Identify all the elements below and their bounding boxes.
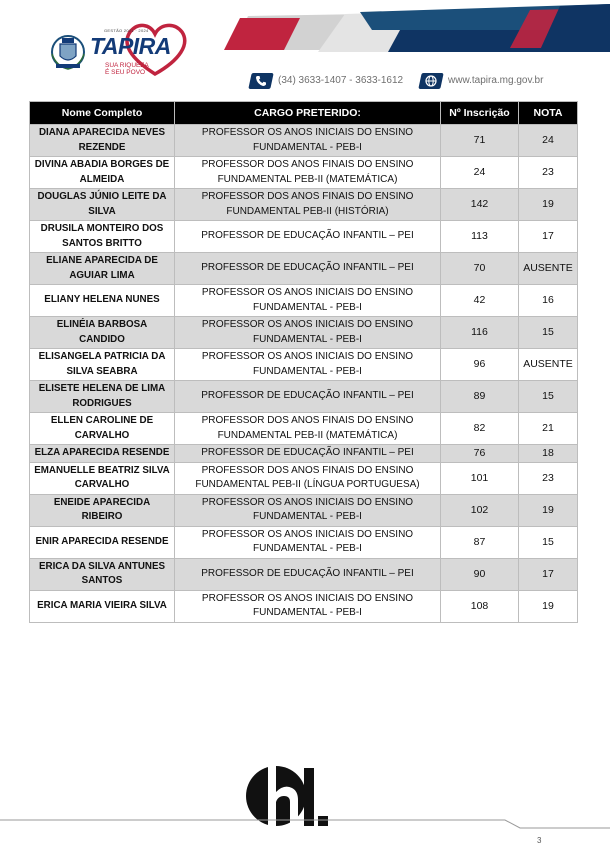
cell-nome: ELIANY HELENA NUNES (30, 285, 175, 317)
cell-nota: 18 (519, 445, 578, 463)
cell-nome: ERICA MARIA VIEIRA SILVA (30, 590, 175, 622)
cell-inscricao: 89 (441, 381, 519, 413)
cell-nota: 17 (519, 558, 578, 590)
page-number: 3 (537, 836, 542, 845)
header-nota: NOTA (519, 102, 578, 125)
cell-inscricao: 90 (441, 558, 519, 590)
logo-slogan (105, 62, 165, 76)
cell-nome: EMANUELLE BEATRIZ SILVA CARVALHO (30, 462, 175, 494)
phone-chip (248, 73, 273, 89)
table-row (30, 285, 578, 317)
page-header (0, 0, 610, 100)
cell-inscricao: 116 (441, 317, 519, 349)
table-row (30, 445, 578, 463)
cell-cargo: PROFESSOR OS ANOS INICIAIS DO ENSINO FUNDAMENTAL - PEB-I (175, 285, 441, 317)
table-row (30, 413, 578, 445)
table-row (30, 349, 578, 381)
cell-nome: ENIR APARECIDA RESENDE (30, 526, 175, 558)
table-row (30, 526, 578, 558)
header-cargo-preterido: CARGO PRETERIDO: (175, 102, 441, 125)
cell-cargo: PROFESSOR DOS ANOS FINAIS DO ENSINO FUNDAMENTAL PEB-II (MATEMÁTICA) (175, 413, 441, 445)
cell-nome: ELLEN CAROLINE DE CARVALHO (30, 413, 175, 445)
header-numero-inscricao: Nº Inscrição (441, 102, 519, 125)
cell-nome: ENEIDE APARECIDA RIBEIRO (30, 494, 175, 526)
cell-nota: 15 (519, 526, 578, 558)
cell-cargo: PROFESSOR DOS ANOS FINAIS DO ENSINO FUNDAMENTAL PEB-II (LÍNGUA PORTUGUESA) (175, 462, 441, 494)
table-row (30, 317, 578, 349)
cell-nota: 17 (519, 221, 578, 253)
phone-number: (34) 3633-1407 - 3633-1612 (278, 75, 404, 86)
cell-inscricao: 101 (441, 462, 519, 494)
cell-nome: DOUGLAS JÚNIO LEITE DA SILVA (30, 189, 175, 221)
table-row (30, 494, 578, 526)
table-row (30, 253, 578, 285)
web-chip (418, 73, 443, 89)
table-row (30, 462, 578, 494)
cell-cargo: PROFESSOR OS ANOS INICIAIS DO ENSINO FUNDAMENTAL - PEB-I (175, 317, 441, 349)
header-nome-completo: Nome Completo (30, 102, 175, 125)
cell-nome: DIANA APARECIDA NEVES REZENDE (30, 125, 175, 157)
cell-nota: 19 (519, 590, 578, 622)
cell-nota: AUSENTE (519, 349, 578, 381)
cell-nota: AUSENTE (519, 253, 578, 285)
cell-inscricao: 42 (441, 285, 519, 317)
phone-icon (255, 75, 267, 87)
cell-nota: 23 (519, 462, 578, 494)
cell-nota: 21 (519, 413, 578, 445)
slogan-line-2: É SEU POVO (105, 69, 146, 76)
cell-cargo: PROFESSOR DE EDUCAÇÃO INFANTIL – PEI (175, 253, 441, 285)
cell-cargo: PROFESSOR DE EDUCAÇÃO INFANTIL – PEI (175, 381, 441, 413)
cell-inscricao: 108 (441, 590, 519, 622)
cell-inscricao: 87 (441, 526, 519, 558)
cell-nota: 23 (519, 157, 578, 189)
cell-nome: ELIANE APARECIDA DE AGUIAR LIMA (30, 253, 175, 285)
slogan-line-1: SUA RIQUEZA (105, 62, 149, 69)
cell-inscricao: 102 (441, 494, 519, 526)
cell-nota: 15 (519, 381, 578, 413)
cell-nome: ELINÉIA BARBOSA CANDIDO (30, 317, 175, 349)
table-row (30, 558, 578, 590)
contact-bar (250, 73, 590, 91)
cell-cargo: PROFESSOR OS ANOS INICIAIS DO ENSINO FUNDAMENTAL - PEB-I (175, 494, 441, 526)
cell-cargo: PROFESSOR DE EDUCAÇÃO INFANTIL – PEI (175, 221, 441, 253)
cell-inscricao: 24 (441, 157, 519, 189)
cell-nota: 16 (519, 285, 578, 317)
cell-nome: ELZA APARECIDA RESENDE (30, 445, 175, 463)
cell-cargo: PROFESSOR OS ANOS INICIAIS DO ENSINO FUNDAMENTAL - PEB-I (175, 526, 441, 558)
municipality-name: TAPIRA (90, 33, 171, 59)
tapira-logo (50, 24, 200, 86)
cell-inscricao: 142 (441, 189, 519, 221)
cell-nome: DIVINA ABADIA BORGES DE ALMEIDA (30, 157, 175, 189)
table-header-row (30, 102, 578, 125)
cell-nome: DRUSILA MONTEIRO DOS SANTOS BRITTO (30, 221, 175, 253)
cell-inscricao: 96 (441, 349, 519, 381)
website-link[interactable]: www.tapira.mg.gov.br (448, 75, 544, 86)
table-row (30, 189, 578, 221)
cell-inscricao: 82 (441, 413, 519, 445)
cell-cargo: PROFESSOR DOS ANOS FINAIS DO ENSINO FUNDAMENTAL PEB-II (HISTÓRIA) (175, 189, 441, 221)
cell-cargo: PROFESSOR OS ANOS INICIAIS DO ENSINO FUNDAMENTAL - PEB-I (175, 125, 441, 157)
cell-nome: ERICA DA SILVA ANTUNES SANTOS (30, 558, 175, 590)
results-table (29, 101, 578, 623)
cell-nota: 19 (519, 189, 578, 221)
cell-cargo: PROFESSOR DOS ANOS FINAIS DO ENSINO FUNDAMENTAL PEB-II (MATEMÁTICA) (175, 157, 441, 189)
cell-nota: 24 (519, 125, 578, 157)
cell-cargo: PROFESSOR OS ANOS INICIAIS DO ENSINO FUNDAMENTAL - PEB-I (175, 590, 441, 622)
cell-cargo: PROFESSOR DE EDUCAÇÃO INFANTIL – PEI (175, 558, 441, 590)
cell-nota: 19 (519, 494, 578, 526)
cell-cargo: PROFESSOR DE EDUCAÇÃO INFANTIL – PEI (175, 445, 441, 463)
cell-cargo: PROFESSOR OS ANOS INICIAIS DO ENSINO FUNDAMENTAL - PEB-I (175, 349, 441, 381)
table-row (30, 125, 578, 157)
cell-nome: ELISANGELA PATRICIA DA SILVA SEABRA (30, 349, 175, 381)
table-row (30, 157, 578, 189)
cell-inscricao: 71 (441, 125, 519, 157)
municipal-crest-icon (50, 32, 86, 72)
cell-inscricao: 113 (441, 221, 519, 253)
table-row (30, 590, 578, 622)
logo-years: GESTÃO 2021 · 2024 (104, 28, 149, 33)
footer-divider-line (0, 810, 610, 840)
table-row (30, 221, 578, 253)
cell-nome: ELISETE HELENA DE LIMA RODRIGUES (30, 381, 175, 413)
globe-icon (425, 75, 437, 87)
cell-nota: 15 (519, 317, 578, 349)
cell-inscricao: 76 (441, 445, 519, 463)
cell-inscricao: 70 (441, 253, 519, 285)
table-body (30, 125, 578, 623)
table-row (30, 381, 578, 413)
